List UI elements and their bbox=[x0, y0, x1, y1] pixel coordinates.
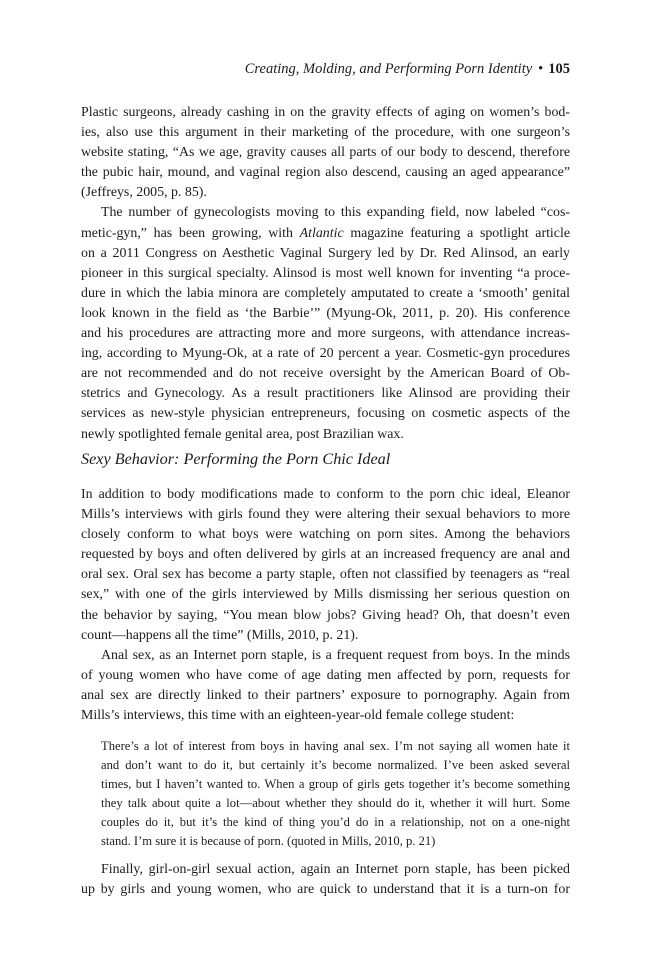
text-line: services as new-style physician entrepreneurs, focusing on cosmetic aspects of the bbox=[81, 406, 570, 422]
text-line: oral sex. Oral sex has become a party staple, often not classified by teenagers as “real bbox=[81, 567, 570, 583]
text-line: of young women who have come of age dating men affected by porn, requests for bbox=[81, 667, 570, 683]
text-run: magazine featuring a spotlight article bbox=[343, 225, 570, 241]
text-line: requested by boys and often delivered by girls at an increased frequency are anal and bbox=[81, 547, 570, 563]
text-line: up by girls and young women, who are quick to understand that it is a turn-on for bbox=[81, 882, 570, 898]
text-line: the behavior by saying, “You mean blow jobs? Giving head? Oh, that doesn’t even bbox=[81, 607, 570, 623]
text-line: pioneer in this surgical specialty. Alinsod is most well known for inventing “a proce- bbox=[81, 265, 570, 281]
text-line: The number of gynecologists moving to this expanding field, now labeled “cos- bbox=[101, 205, 570, 221]
text-line: newly spotlighted female genital area, post Brazilian wax. bbox=[81, 426, 404, 442]
text-line: website stating, “As we age, gravity causes all parts of our body to descend, therefore bbox=[81, 145, 570, 161]
block-quote bbox=[101, 737, 570, 851]
text-line: look known in the field as ‘the Barbie’” (Myung-Ok, 2011, p. 20). His conference bbox=[81, 305, 570, 321]
text-line: ies, also use this argument in their marketing of the procedure, with one surgeon’s bbox=[81, 125, 570, 141]
text-line: and his procedures are attracting more and more surgeons, with attendance increas- bbox=[81, 326, 570, 342]
quote-line: and don’t want to do it, but certainly it’s become normalized. I’ve been asked several bbox=[101, 758, 570, 772]
text-line: closely conform to what boys were watching on porn sites. Among the behaviors bbox=[81, 527, 570, 543]
text-line: anal sex are directly linked to their partners’ exposure to pornography. Again from bbox=[81, 687, 570, 703]
text-line: the pubic hair, mound, and vaginal region also descend, causing an aged appearance” bbox=[81, 165, 570, 181]
magazine-title: Atlantic bbox=[299, 225, 344, 241]
page-number: 105 bbox=[548, 61, 570, 77]
text-line: are not recommended and do not receive oversight by the American Board of Ob- bbox=[81, 366, 570, 382]
running-head-bullet: • bbox=[538, 61, 544, 77]
text-line: count—happens all the time” (Mills, 2010, p. 21). bbox=[81, 627, 359, 643]
text-line: Plastic surgeons, already cashing in on the gravity effects of aging on women’s bod- bbox=[81, 105, 570, 120]
text-line: stetrics and Gynecology. As a result practitioners like Alinsod are providing their bbox=[81, 386, 570, 402]
text-line: (Jeffreys, 2005, p. 85). bbox=[81, 185, 207, 201]
text-line: sex,” with one of the girls interviewed by Mills dismissing her serious question on bbox=[81, 587, 570, 603]
quote-line: There’s a lot of interest from boys in having anal sex. I’m not saying all women hate it bbox=[101, 739, 570, 753]
paragraph-block-1 bbox=[81, 103, 570, 445]
running-head bbox=[81, 60, 570, 78]
text-line: on a 2011 Congress on Aesthetic Vaginal Surgery led by Dr. Red Alinsod, an early bbox=[81, 245, 570, 261]
paragraph-block-2 bbox=[81, 485, 570, 726]
quote-line: couples do it, but it’s the kind of thing you’d do in a relationship, not on a one-night bbox=[101, 815, 570, 829]
text-line bbox=[81, 224, 570, 244]
section-heading: Sexy Behavior: Performing the Porn Chic Ideal bbox=[81, 450, 391, 468]
quote-line: times, but I haven’t wanted to. When a group of girls gets together it’s become something bbox=[101, 777, 570, 791]
text-line: In addition to body modifications made to conform to the porn chic ideal, Eleanor bbox=[81, 487, 570, 502]
text-line: Mills’s interviews, this time with an eighteen-year-old female college student: bbox=[81, 708, 515, 724]
text-run: metic-gyn,” has been growing, with bbox=[81, 225, 300, 241]
text-line: Finally, girl-on-girl sexual action, again an Internet porn staple, has been picked bbox=[101, 862, 570, 877]
text-line: Mills’s interviews with girls found they were altering their sexual behaviors to more bbox=[81, 507, 570, 523]
text-line: dure in which the labia minora are completely amputated to create a ‘smooth’ genital bbox=[81, 285, 570, 301]
paragraph-block-3 bbox=[81, 860, 570, 900]
text-line: ing, according to Myung-Ok, at a rate of 20 percent a year. Cosmetic-gyn procedures bbox=[81, 346, 570, 362]
quote-line: stand. I’m sure it is because of porn. (quoted in Mills, 2010, p. 21) bbox=[101, 834, 436, 848]
quote-line: they talk about quite a lot—about whether they should do it, whether it will hurt. Some bbox=[101, 796, 570, 810]
text-line: Anal sex, as an Internet porn staple, is a frequent request from boys. In the minds bbox=[101, 647, 570, 663]
running-head-title: Creating, Molding, and Performing Porn Identity bbox=[244, 61, 533, 77]
